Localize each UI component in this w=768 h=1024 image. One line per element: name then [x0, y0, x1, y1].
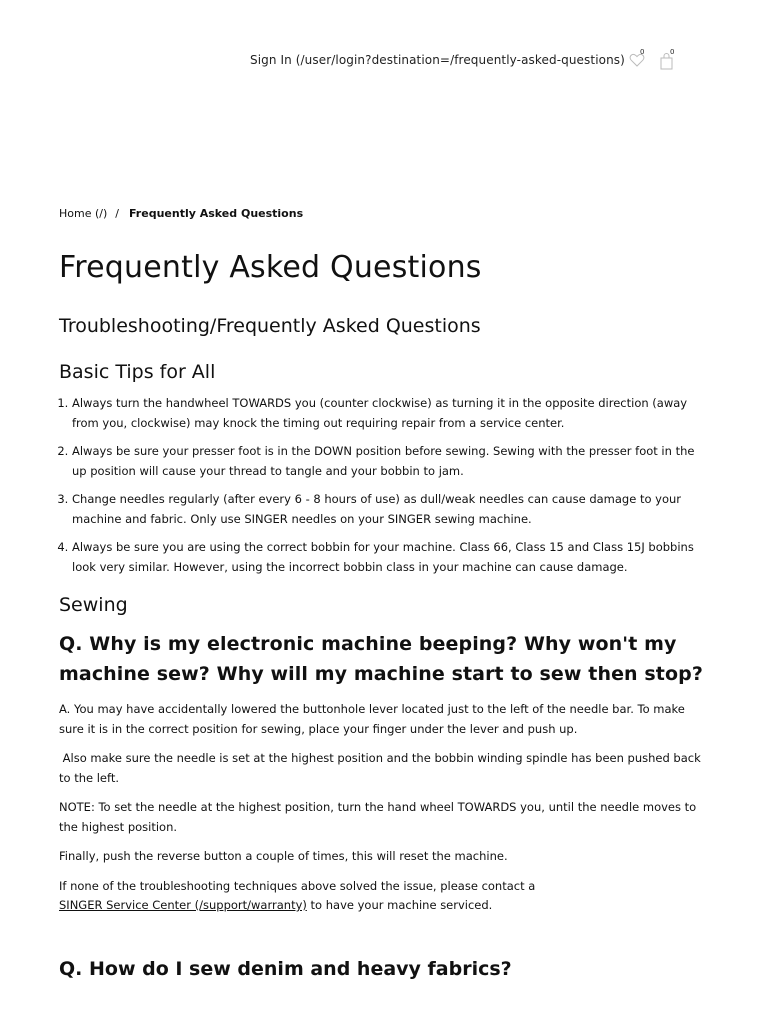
sign-in-link[interactable]: Sign In (/user/login?destination=/frequently-asked-questions)	[250, 53, 625, 67]
breadcrumb-separator: /	[115, 207, 119, 220]
contact-text-end: to have your machine serviced.	[306, 898, 493, 912]
list-item: 3. Change needles regularly (after every 6 - 8 hours of use) as dull/weak needles can cause damage to your machine and fabric. Only use SINGER needles on your SINGER sewing machine.	[72, 490, 711, 529]
basic-tips-heading: Basic Tips for All	[59, 361, 216, 383]
cart-button[interactable]	[659, 48, 675, 70]
wishlist-button[interactable]	[629, 48, 645, 70]
faq-answer-note: NOTE: To set the needle at the highest position, turn the hand wheel TOWARDS you, until the needle moves to the highest position.	[59, 800, 697, 834]
faq-answer-contact	[59, 877, 711, 916]
list-item: 2. Always be sure your presser foot is in the DOWN position before sewing. Sewing with the presser foot in the up position will cause your thread to tangle and your bobbin to jam.	[72, 442, 711, 481]
list-item: 4. Always be sure you are using the correct bobbin for your machine. Class 66, Class 15 and Class 15J bobbins look very similar. However, using the incorrect bobbin class in your machine can cause damage.	[72, 538, 711, 577]
breadcrumb-current: Frequently Asked Questions	[129, 207, 304, 220]
list-item: 1. Always turn the handwheel TOWARDS you (counter clockwise) as turning it in the opposite direction (away from you, clockwise) may knock the timing out requiring repair from a service center.	[72, 394, 711, 433]
sewing-heading: Sewing	[59, 594, 128, 616]
page-subtitle: Troubleshooting/Frequently Asked Questions	[59, 315, 481, 337]
faq-answer-paragraph: Also make sure the needle is set at the highest position and the bobbin winding spindle has been pushed back to the left.	[59, 751, 705, 785]
wishlist-count: 0	[640, 48, 645, 56]
faq-question: Q. Why is my electronic machine beeping? Why won't my machine sew? Why will my machine start to sew then stop?	[59, 633, 703, 685]
cart-count: 0	[670, 48, 675, 56]
faq-question: Q. How do I sew denim and heavy fabrics?	[59, 957, 512, 980]
breadcrumb	[59, 207, 303, 220]
main-content	[59, 246, 711, 984]
site-header	[0, 0, 768, 120]
tips-list	[59, 394, 711, 577]
service-center-link[interactable]: SINGER Service Center (/support/warranty)	[59, 898, 307, 912]
breadcrumb-home-link[interactable]: Home (/)	[59, 207, 108, 220]
faq-answer-paragraph: Finally, push the reverse button a couple of times, this will reset the machine.	[59, 849, 508, 863]
faq-answer-paragraph: A. You may have accidentally lowered the buttonhole lever located just to the left of the needle bar. To make sure it is in the correct position for sewing, place your finger under the lever and push up.	[59, 702, 685, 736]
contact-text: If none of the troubleshooting techniques above solved the issue, please contact a	[59, 878, 536, 893]
page-title: Frequently Asked Questions	[59, 250, 482, 285]
